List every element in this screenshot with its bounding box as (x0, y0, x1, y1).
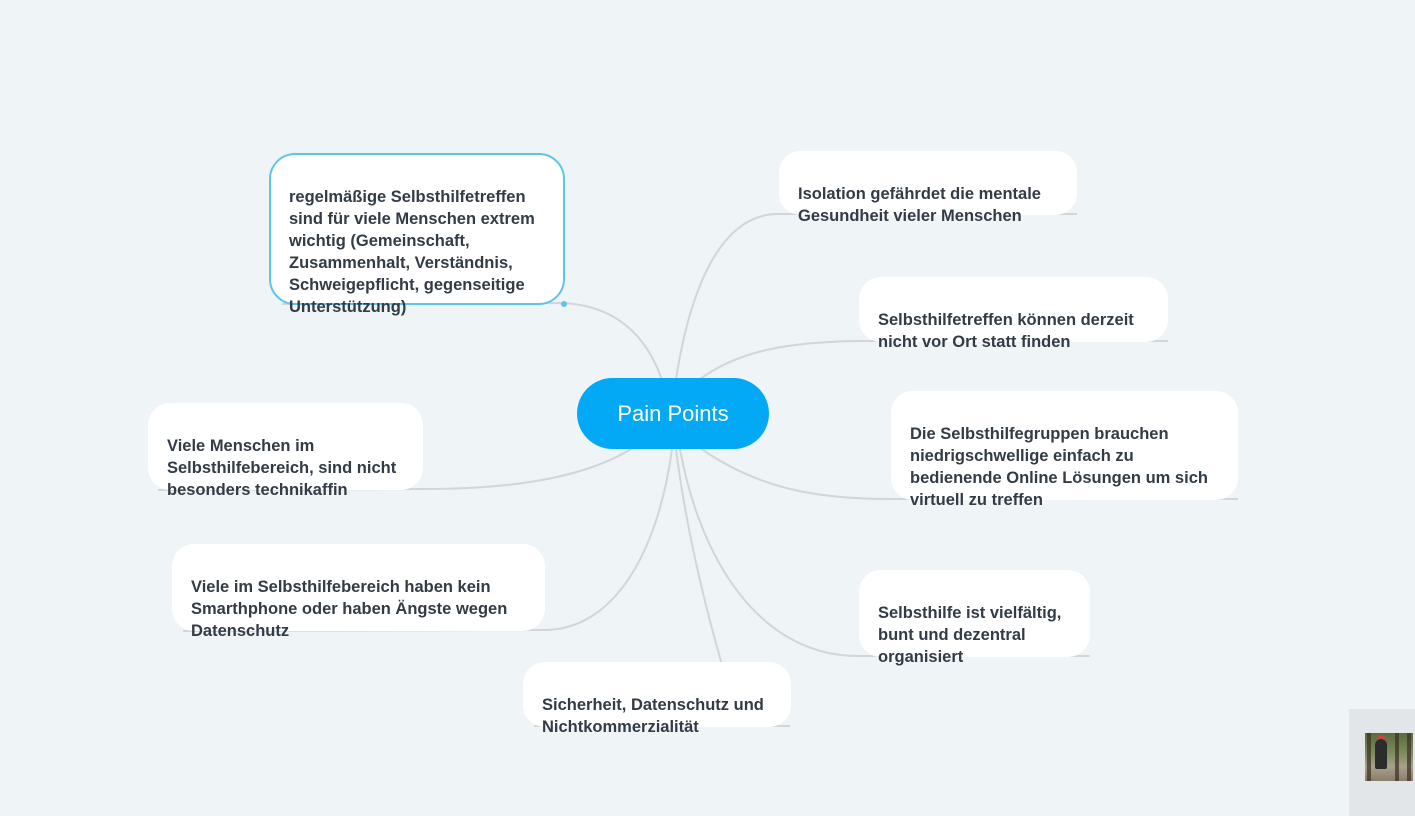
topic-node-selbsthilfetreffen-wichtig[interactable] (269, 153, 565, 316)
topic-node-sicherheit[interactable] (523, 662, 791, 736)
topic-node-smartphone-datenschutz[interactable] (172, 544, 545, 640)
central-topic[interactable] (577, 378, 769, 449)
topic-node-text: Selbsthilfetreffen können derzeit nicht vor Ort statt finden (878, 311, 1134, 351)
topic-node-nicht-vor-ort[interactable] (859, 277, 1168, 351)
thumbnail-panel (1349, 709, 1415, 816)
photo-thumbnail-icon[interactable] (1365, 733, 1413, 781)
topic-node-text: Isolation gefährdet die mentale Gesundheit vieler Menschen (798, 185, 1041, 225)
resize-handle[interactable] (561, 301, 567, 307)
topic-node-isolation[interactable] (779, 151, 1077, 225)
topic-node-technikaffin[interactable] (148, 403, 423, 499)
topic-node-text: Sicherheit, Datenschutz und Nichtkommerzialität (542, 696, 764, 736)
topic-node-vielfaeltig[interactable] (859, 570, 1090, 666)
topic-node-text: Die Selbsthilfegruppen brauchen niedrigschwellige einfach zu bedienende Online Lösungen um sich virtuell zu treffen (910, 425, 1208, 509)
topic-node-text: Viele Menschen im Selbsthilfebereich, sind nicht besonders technikaffin (167, 437, 397, 499)
topic-node-text: Selbsthilfe ist vielfältig, bunt und dezentral organisiert (878, 604, 1062, 666)
topic-node-online-loesungen[interactable] (891, 391, 1238, 509)
topic-node-text: Viele im Selbsthilfebereich haben kein Smarthphone oder haben Ängste wegen Datenschutz (191, 578, 508, 640)
topic-node-text: regelmäßige Selbsthilfetreffen sind für viele Menschen extrem wichtig (Gemeinschaft, Zusammenhalt, Verständnis, Schweigepflicht, gegenseitige Unterstützung) (289, 188, 535, 316)
central-topic-label: Pain Points (617, 400, 729, 426)
